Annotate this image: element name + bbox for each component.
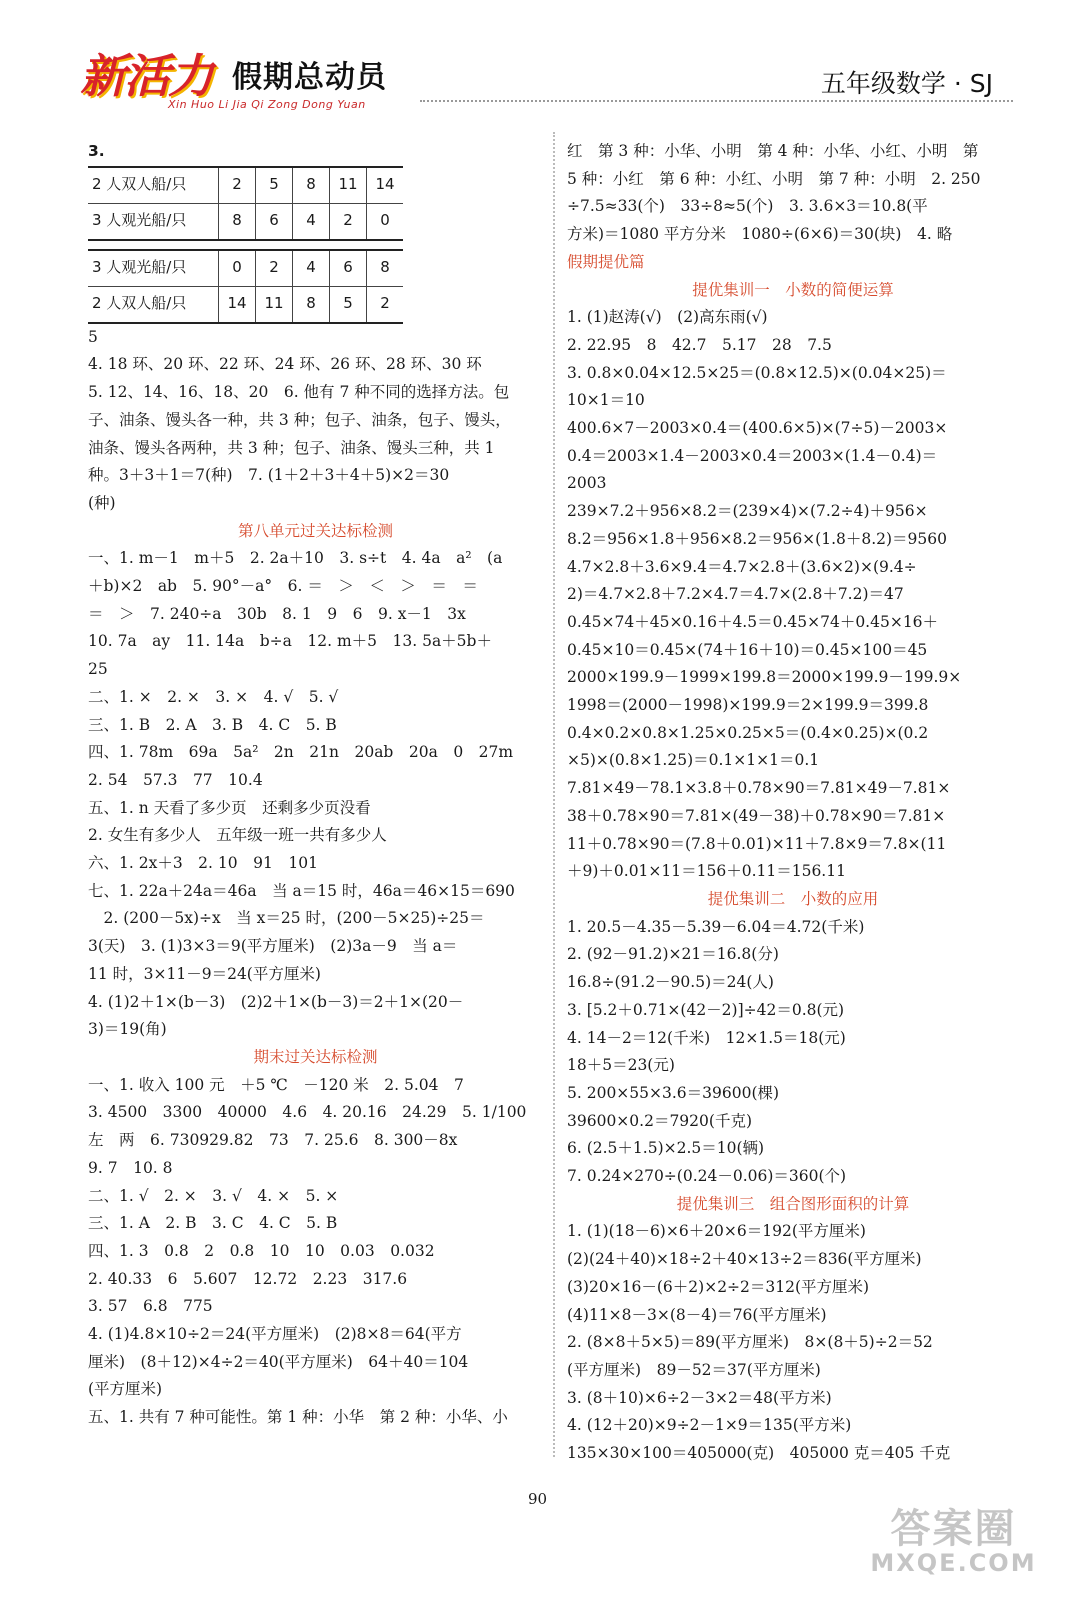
answer-line: 239×7.2＋956×8.2＝(239×4)×(7.2÷4)＋956× bbox=[567, 502, 928, 521]
left-answers-unit8 bbox=[88, 545, 543, 1044]
answer-line: 10×1＝10 bbox=[567, 391, 645, 410]
set2-title: 提优集训二 小数的应用 bbox=[707, 889, 879, 908]
answer-line: 1. 20.5－4.35－5.39－6.04＝4.72(千米) bbox=[567, 917, 865, 936]
answer-line: 0.45×74＋45×0.16＋4.5＝0.45×74＋0.45×16＋ bbox=[567, 612, 939, 631]
part-title: 假期提优篇 bbox=[567, 252, 645, 271]
answer-line: 2. (8×8＋5×5)＝89(平方厘米) 8×(8＋5)÷2＝52 bbox=[567, 1333, 933, 1352]
answer-line: (平方厘米) bbox=[88, 1380, 163, 1399]
answer-line: ÷7.5≈33(个) 33÷8≈5(个) 3. 3.6×3＝10.8(平 bbox=[567, 197, 928, 216]
set3-answers bbox=[567, 1218, 1019, 1467]
answer-line: (3)20×16－(6＋2)×2÷2＝312(平方厘米) bbox=[567, 1277, 870, 1296]
answer-line: (平方厘米) 89－52＝37(平方厘米) bbox=[567, 1360, 821, 1379]
set1-answers bbox=[567, 304, 1019, 886]
table-cell: 2 bbox=[330, 203, 367, 240]
answer-line: 六、1. 2x＋3 2. 10 91 101 bbox=[88, 854, 318, 873]
answer-line: 7.81×49－78.1×3.8＋0.78×90＝7.81×49－7.81× bbox=[567, 779, 951, 798]
table-cell: 6 bbox=[330, 250, 367, 287]
answer-line: 4. (1)4.8×10÷2＝24(平方厘米) (2)8×8＝64(平方 bbox=[88, 1325, 462, 1344]
answer-line: 5 种：小红 第 6 种：小红、小明 第 7 种：小明 2. 250 bbox=[567, 169, 981, 188]
answer-line: 11＋0.78×90＝(7.8＋0.01)×11＋7.8×9＝7.8×(11 bbox=[567, 834, 947, 853]
answer-line: 0.4×0.2×0.8×1.25×0.25×5＝(0.4×0.25)×(0.2 bbox=[567, 723, 929, 742]
answer-line: 16.8÷(91.2－90.5)＝24(人) bbox=[567, 973, 774, 992]
set2-answers bbox=[567, 914, 1019, 1191]
answer-line: 6. (2.5＋1.5)×2.5＝10(辆) bbox=[567, 1139, 765, 1158]
row-header: 2 人双人船/只 bbox=[88, 167, 219, 204]
answer-line: 子、油条、馒头各一种，共 3 种；包子、油条，包子、馒头， bbox=[88, 410, 511, 429]
table-cell: 2 bbox=[219, 167, 256, 204]
set3-title: 提优集训三 组合图形面积的计算 bbox=[676, 1194, 910, 1213]
left-answers-a bbox=[88, 324, 543, 518]
page-number: 90 bbox=[527, 1490, 548, 1508]
answer-line: 三、1. B 2. A 3. B 4. C 5. B bbox=[88, 715, 337, 734]
answer-line: 3. 4500 3300 40000 4.6 4. 20.16 24.29 5. 1/100 bbox=[88, 1103, 527, 1122]
answer-line: 18＋5＝23(元) bbox=[567, 1056, 675, 1075]
column-divider bbox=[553, 132, 555, 1457]
answer-line: 1998＝(2000－1998)×199.9＝2×199.9＝399.8 bbox=[567, 696, 929, 715]
table-cell: 2 bbox=[367, 286, 404, 323]
answer-line: 7. 0.24×270÷(0.24－0.06)＝360(个) bbox=[567, 1167, 847, 1186]
table-row bbox=[88, 203, 403, 240]
left-answers-final bbox=[88, 1072, 543, 1432]
answer-line: 39600×0.2＝7920(千克) bbox=[567, 1111, 752, 1130]
answer-line: 2000×199.9－1999×199.8＝2000×199.9－199.9× bbox=[567, 668, 962, 687]
answer-line: ＋9)＋0.01×11＝156＋0.11＝156.11 bbox=[567, 862, 846, 881]
answer-line: 2. 女生有多少人 五年级一班一共有多少人 bbox=[88, 826, 387, 845]
row-header: 3 人观光船/只 bbox=[88, 203, 219, 240]
answer-line: 3. [5.2＋0.71×(42－2)]÷42＝0.8(元) bbox=[567, 1000, 845, 1019]
answer-line: 4. (12＋20)×9÷2－1×9＝135(平方米) bbox=[567, 1416, 852, 1435]
left-column bbox=[88, 138, 543, 1432]
answer-line: 4. 18 环、20 环、22 环、24 环、26 环、28 环、30 环 bbox=[88, 355, 482, 374]
answer-line: (种) bbox=[88, 493, 116, 512]
answer-line: 1. (1)(18－6)×6＋20×6＝192(平方厘米) bbox=[567, 1222, 866, 1241]
answer-line: 2. (200－5x)÷x 当 x＝25 时，(200－5×25)÷25＝ bbox=[88, 909, 485, 928]
table-cell: 2 bbox=[256, 250, 293, 287]
table-row bbox=[88, 167, 403, 204]
header-divider bbox=[420, 100, 1013, 102]
answer-line: 2. 40.33 6 5.607 12.72 2.23 317.6 bbox=[88, 1269, 408, 1288]
table-cell: 8 bbox=[219, 203, 256, 240]
page-header bbox=[0, 0, 1075, 130]
answer-line: 3)＝19(角) bbox=[88, 1020, 167, 1039]
answer-line: 0.4＝2003×1.4－2003×0.4＝2003×(1.4－0.4)＝ bbox=[567, 446, 938, 465]
table-row bbox=[88, 250, 403, 287]
answer-line: 4.7×2.8＋3.6×9.4＝4.7×2.8＋(3.6×2)×(9.4÷ bbox=[567, 557, 917, 576]
table-cell: 4 bbox=[293, 250, 330, 287]
table-cell: 0 bbox=[367, 203, 404, 240]
grade-subject: 五年级数学 · SJ bbox=[820, 69, 993, 98]
answer-line: 5. 200×55×3.6＝39600(棵) bbox=[567, 1083, 780, 1102]
answer-line: 2. 22.95 8 42.7 5.17 28 7.5 bbox=[567, 335, 832, 354]
answer-line: (2)(24＋40)×18÷2＋40×13÷2＝836(平方厘米) bbox=[567, 1250, 922, 1269]
answer-line: 4. 14－2＝12(千米) 12×1.5＝18(元) bbox=[567, 1028, 846, 1047]
answer-line: 五、1. n 天看了多少页 还剩多少页没看 bbox=[88, 798, 371, 817]
answer-line: 三、1. A 2. B 3. C 4. C 5. B bbox=[88, 1214, 338, 1233]
answer-line: 8.2＝956×1.8＋956×8.2＝956×(1.8＋8.2)＝9560 bbox=[567, 529, 948, 548]
answer-line: 5 bbox=[88, 327, 98, 346]
answer-line: 左 两 6. 730929.82 73 7. 25.6 8. 300－8x bbox=[88, 1131, 458, 1150]
answer-line: 3(天) 3. (1)3×3＝9(平方厘米) (2)3a－9 当 a＝ bbox=[88, 937, 458, 956]
answer-line: 4. (1)2＋1×(b－3) (2)2＋1×(b－3)＝2＋1×(20－ bbox=[88, 992, 464, 1011]
table-row bbox=[88, 286, 403, 323]
answer-line: 135×30×100＝405000(克) 405000 克＝405 千克 bbox=[567, 1444, 951, 1463]
watermark-url: MXQE.COM bbox=[870, 1549, 1037, 1577]
table-cell: 8 bbox=[293, 167, 330, 204]
answer-line: 400.6×7－2003×0.4＝(400.6×5)×(7÷5)－2003× bbox=[567, 419, 948, 438]
row-header: 2 人双人船/只 bbox=[88, 286, 219, 323]
table-cell: 5 bbox=[330, 286, 367, 323]
table-cell: 8 bbox=[293, 286, 330, 323]
row-header: 3 人观光船/只 bbox=[88, 250, 219, 287]
answer-line: (4)11×8－3×(8－4)＝76(平方厘米) bbox=[567, 1305, 827, 1324]
answer-line: 一、1. 收入 100 元 ＋5 ℃ －120 米 2. 5.04 7 bbox=[88, 1075, 464, 1094]
answer-line: 五、1. 共有 7 种可能性。第 1 种：小华 第 2 种：小华、小 bbox=[88, 1408, 508, 1427]
watermark-logo bbox=[856, 1497, 1051, 1582]
table-cell: 0 bbox=[219, 250, 256, 287]
answer-line: ×5)×(0.8×1.25)＝0.1×1×1＝0.1 bbox=[567, 751, 820, 770]
answer-line: 二、1. × 2. × 3. × 4. √ 5. √ bbox=[88, 687, 339, 706]
table-cell: 5 bbox=[256, 167, 293, 204]
answer-line: 方米)＝1080 平方分米 1080÷(6×6)＝30(块) 4. 略 bbox=[567, 225, 953, 244]
answer-line: 9. 7 10. 8 bbox=[88, 1158, 173, 1177]
right-answers-continued bbox=[567, 138, 1019, 249]
answer-line: 一、1. m－1 m＋5 2. 2a＋10 3. s÷t 4. 4a a² (a bbox=[88, 549, 503, 568]
table-cell: 8 bbox=[367, 250, 404, 287]
answer-line: ＝ ＞ 7. 240÷a 30b 8. 1 9 6 9. x－1 3x bbox=[88, 604, 466, 623]
answer-line: 1. (1)赵涛(√) (2)高东雨(√) bbox=[567, 308, 768, 327]
answer-line: 种。3＋3＋1＝7(种) 7. (1＋2＋3＋4＋5)×2＝30 bbox=[88, 466, 450, 485]
table-cell: 14 bbox=[367, 167, 404, 204]
answer-line: 油条、馒头各两种，共 3 种；包子、油条、馒头三种，共 1 bbox=[88, 438, 495, 457]
watermark-text: 答案圈 bbox=[890, 1506, 1017, 1552]
answer-line: 25 bbox=[88, 660, 108, 679]
answer-line: 红 第 3 种：小华、小明 第 4 种：小华、小红、小明 第 bbox=[567, 142, 979, 160]
question-3-label: 3. bbox=[88, 142, 105, 160]
final-test-title: 期末过关达标检测 bbox=[253, 1047, 378, 1066]
answer-line: 3. (8＋10)×6÷2－3×2＝48(平方米) bbox=[567, 1388, 832, 1407]
answer-line: 38＋0.78×90＝7.81×(49－38)＋0.78×90＝7.81× bbox=[567, 806, 946, 825]
brand-title: 假期总动员 bbox=[232, 60, 387, 95]
answer-line: 3. 57 6.8 775 bbox=[88, 1297, 213, 1316]
answer-line: 2. 54 57.3 77 10.4 bbox=[88, 770, 263, 789]
answer-line: 10. 7a ay 11. 14a b÷a 12. m＋5 13. 5a＋5b＋ bbox=[88, 632, 492, 651]
brand-logo: 新活力 bbox=[80, 49, 212, 103]
answer-line: 0.45×10＝0.45×(74＋16＋10)＝0.45×100＝45 bbox=[567, 640, 928, 659]
answer-line: 厘米) (8＋12)×4÷2＝40(平方厘米) 64＋40＝104 bbox=[88, 1352, 469, 1371]
boat-table-1 bbox=[88, 166, 403, 241]
answer-line: 2003 bbox=[567, 474, 607, 493]
brand-pinyin: Xin Huo Li Jia Qi Zong Dong Yuan bbox=[168, 98, 366, 111]
answer-line: 11 时，3×11－9＝24(平方厘米) bbox=[88, 964, 321, 983]
unit8-test-title: 第八单元过关达标检测 bbox=[237, 521, 393, 540]
table-cell: 6 bbox=[256, 203, 293, 240]
answer-line: 四、1. 78m 69a 5a² 2n 21n 20ab 20a 0 27m bbox=[88, 743, 514, 762]
set1-title: 提优集训一 小数的简便运算 bbox=[692, 280, 894, 299]
answer-line: 5. 12、14、16、18、20 6. 他有 7 种不同的选择方法。包 bbox=[88, 383, 510, 402]
boat-table-2 bbox=[88, 249, 403, 324]
table-cell: 11 bbox=[256, 286, 293, 323]
answer-line: 2. (92－91.2)×21＝16.8(分) bbox=[567, 945, 779, 964]
answer-line: 二、1. √ 2. × 3. √ 4. × 5. × bbox=[88, 1186, 339, 1205]
answer-line: 2)＝4.7×2.8＋7.2×4.7＝4.7×(2.8＋7.2)＝47 bbox=[567, 585, 904, 604]
table-cell: 4 bbox=[293, 203, 330, 240]
answer-line: ＋b)×2 ab 5. 90°－a° 6. ＝ ＞ ＜ ＞ ＝ ＝ bbox=[88, 577, 478, 596]
answer-line: 七、1. 22a＋24a＝46a 当 a＝15 时，46a＝46×15＝690 bbox=[88, 881, 515, 900]
answer-line: 四、1. 3 0.8 2 0.8 10 10 0.03 0.032 bbox=[88, 1241, 435, 1260]
right-column bbox=[567, 138, 1019, 1468]
table-cell: 14 bbox=[219, 286, 256, 323]
table-cell: 11 bbox=[330, 167, 367, 204]
answer-line: 3. 0.8×0.04×12.5×25＝(0.8×12.5)×(0.04×25)＝ bbox=[567, 363, 947, 382]
